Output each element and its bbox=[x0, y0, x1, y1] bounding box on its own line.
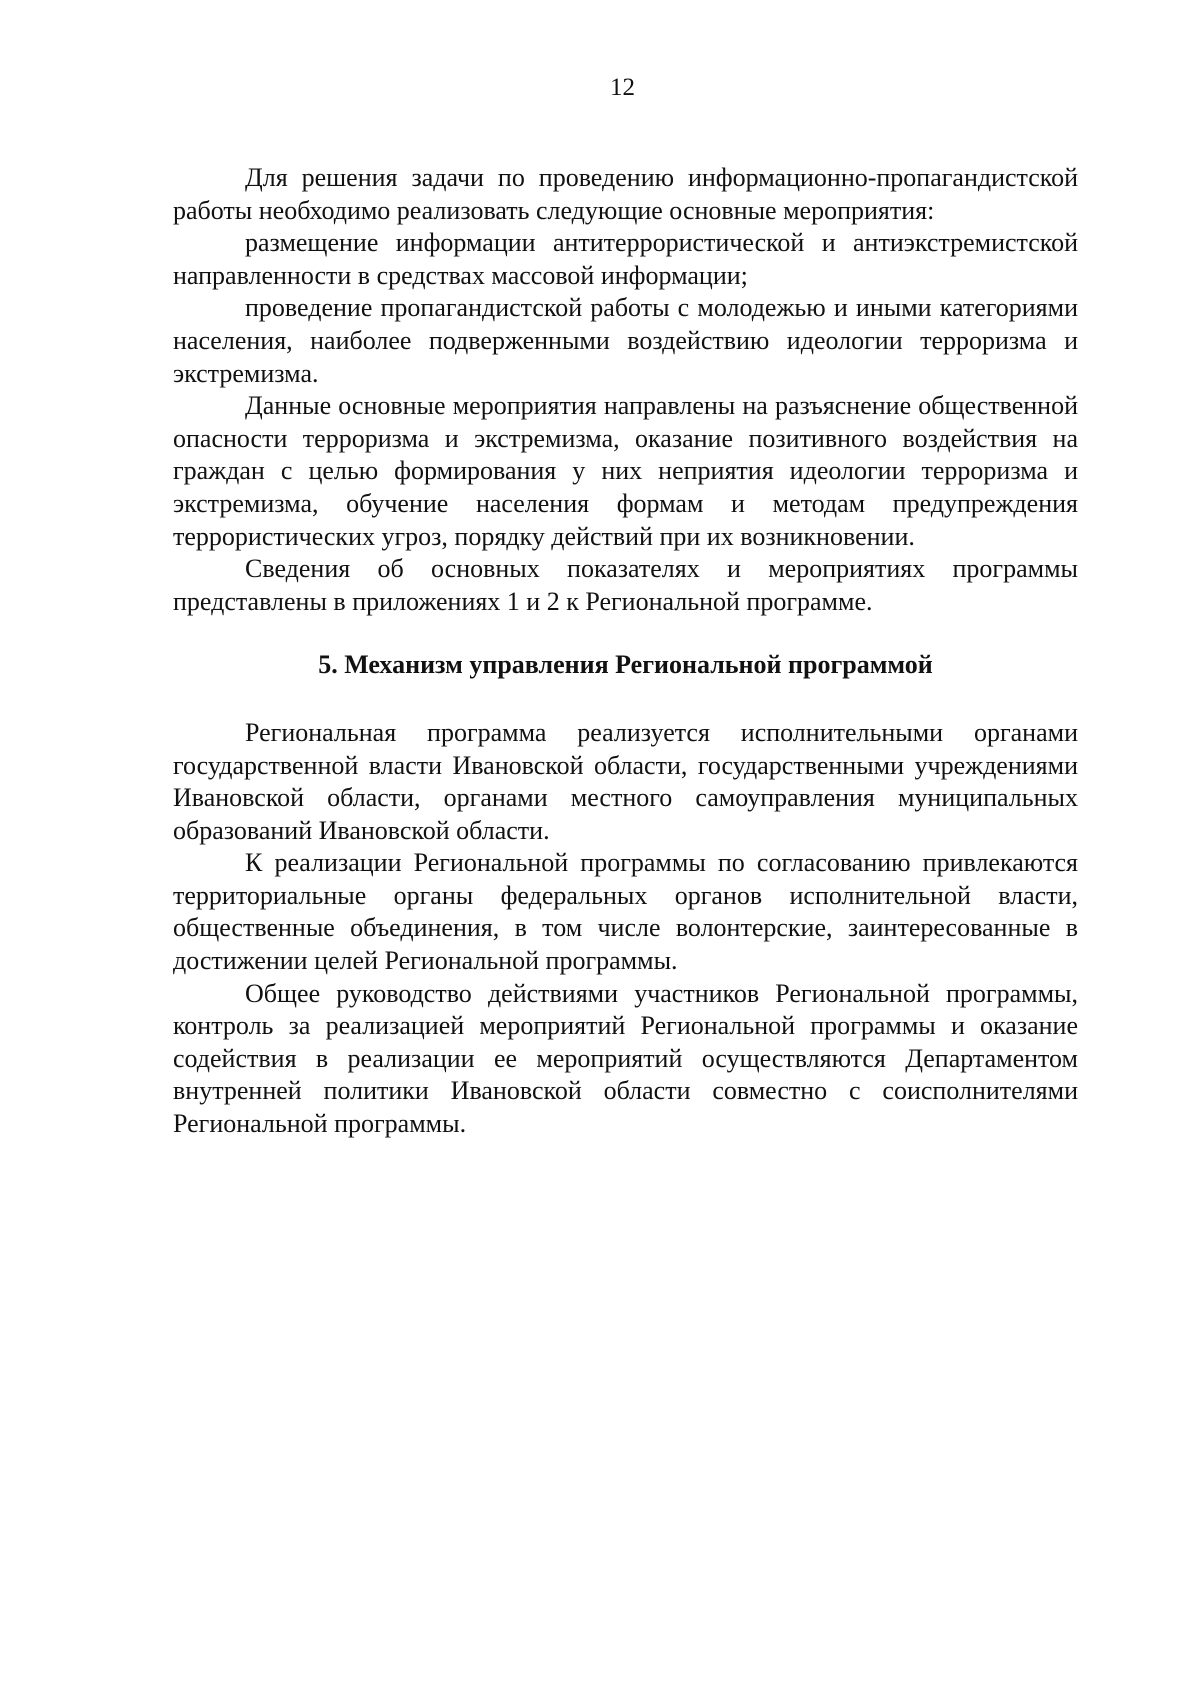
page-number: 12 bbox=[610, 74, 635, 101]
paragraph-media-placement: размещение информации антитеррористической и антиэкстремистской направленности в средствах массовой информации; bbox=[173, 228, 1078, 290]
paragraph-program-implementation: Региональная программа реализуется исполнительными органами государственной власти Ивановской области, государственными учреждениями Ивановской области, органами местного самоуправления муниципальных образований Ивановской области. bbox=[173, 717, 1078, 845]
section-heading: 5. Механизм управления Региональной программой bbox=[318, 650, 933, 680]
paragraph-youth-work: проведение пропагандистской работы с молодежью и иными категориями населения, наиболее подверженными воздействию идеологии терроризма и экстремизма. bbox=[173, 293, 1078, 388]
page-content bbox=[173, 162, 1078, 1141]
paragraph-general-management: Общее руководство действиями участников Региональной программы, контроль за реализацией мероприятий Региональной программы и оказание содействия в реализации ее мероприятий осуществляются Департаментом внутренней политики Ивановской области совместно с соисполнителями Региональной программы. bbox=[173, 978, 1078, 1139]
paragraph-task-intro: Для решения задачи по проведению информационно-пропагандистской работы необходимо реализовать следующие основные мероприятия: bbox=[173, 163, 1078, 225]
paragraph-measures-goals: Данные основные мероприятия направлены на разъяснение общественной опасности терроризма и экстремизма, оказание позитивного воздействия на граждан с целью формирования у них неприятия идеологии терроризма и экстремизма, обучение населения формам и методам предупреждения террористических угроз, порядку действий при их возникновении. bbox=[173, 391, 1078, 551]
paragraph-involved-bodies: К реализации Региональной программы по согласованию привлекаются территориальные органы федеральных органов исполнительной власти, общественные объединения, в том числе волонтерские, заинтересованные в достижении целей Региональной программы. bbox=[173, 848, 1078, 976]
paragraph-appendices-reference: Сведения об основных показателях и мероприятиях программы представлены в приложениях 1 и 2 к Региональной программе. bbox=[173, 554, 1078, 616]
